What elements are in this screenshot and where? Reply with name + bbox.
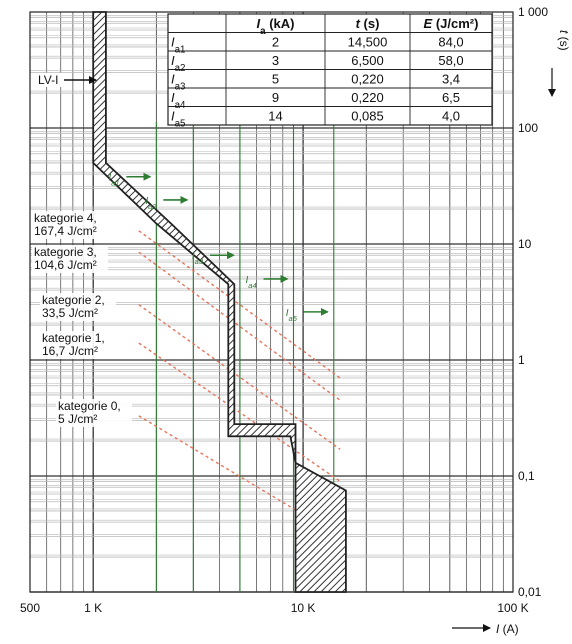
- category-label-line1: kategorie 0,: [58, 399, 121, 413]
- y-tick-label: 0,1: [518, 469, 535, 483]
- y-tick-label: 10: [518, 237, 532, 251]
- table-cell-ia: 3: [271, 53, 280, 68]
- table-header: t (s): [355, 16, 380, 31]
- table-cell-ia: 14: [268, 108, 283, 124]
- fault-current-label: $I_{a3}$: [191, 251, 204, 266]
- y-tick-label: 0,01: [518, 585, 542, 599]
- x-tick-label: 10 K: [290, 601, 316, 615]
- category-label-line2: 16,7 J/cm²: [42, 344, 99, 358]
- lv-label: LV-I: [38, 73, 59, 87]
- fault-current-label: $I_{a1}$: [108, 172, 120, 188]
- table-cell-e: 6,5: [441, 90, 461, 105]
- y-axis-label: t (s): [557, 30, 571, 51]
- table-header: $I_a$ (kA): [256, 16, 295, 37]
- y-tick-label: 100: [518, 121, 539, 135]
- table-cell-ia: 9: [271, 90, 280, 105]
- table-cell-e: 58,0: [438, 53, 464, 68]
- table-cell-ia: 5: [271, 71, 280, 87]
- category-label-line1: kategorie 2,: [42, 293, 105, 307]
- table-header: E (J/cm²): [423, 16, 479, 31]
- category-label-line2: 104,6 J/cm²: [34, 258, 97, 272]
- fault-current-label: $I_{a4}$: [245, 274, 257, 290]
- table-cell-t: 0,220: [351, 90, 384, 105]
- y-tick-label: 1 000: [518, 5, 549, 19]
- table-cell-ia: 2: [271, 34, 280, 50]
- table-cell-t: 0,085: [351, 108, 384, 124]
- category-label-line1: kategorie 1,: [42, 331, 105, 345]
- x-tick-label: 100 K: [497, 601, 529, 615]
- x-tick-label: 1 K: [84, 601, 103, 615]
- table-row-name: $I_{a2}$: [171, 53, 186, 74]
- table-row-name: $I_{a4}$: [171, 90, 186, 111]
- table-cell-e: 84,0: [438, 34, 464, 50]
- data-table: [168, 14, 492, 129]
- table-cell-t: 0,220: [351, 71, 384, 87]
- table-row-name: $I_{a3}$: [171, 71, 186, 92]
- x-axis-label: I (A): [496, 622, 519, 636]
- table-cell-e: 3,4: [441, 71, 461, 87]
- category-label-line2: 33,5 J/cm²: [42, 306, 99, 320]
- table-row-name: $I_{a5}$: [171, 108, 186, 129]
- table-cell-t: 14,500: [347, 34, 388, 50]
- table-cell-e: 4,0: [441, 108, 461, 124]
- table-row-name: $I_{a1}$: [171, 34, 186, 55]
- fault-current-label: $I_{a5}$: [285, 307, 297, 323]
- table-cell-t: 6,500: [351, 53, 384, 68]
- fault-current-label: $I_{a2}$: [145, 195, 157, 211]
- category-label-line1: kategorie 3,: [34, 245, 97, 259]
- y-tick-label: 1: [518, 353, 525, 367]
- category-label-line2: 5 J/cm²: [58, 412, 98, 426]
- category-label-line2: 167,4 J/cm²: [34, 224, 97, 238]
- category-label-line1: kategorie 4,: [34, 211, 97, 225]
- x-tick-label: 500: [19, 601, 41, 615]
